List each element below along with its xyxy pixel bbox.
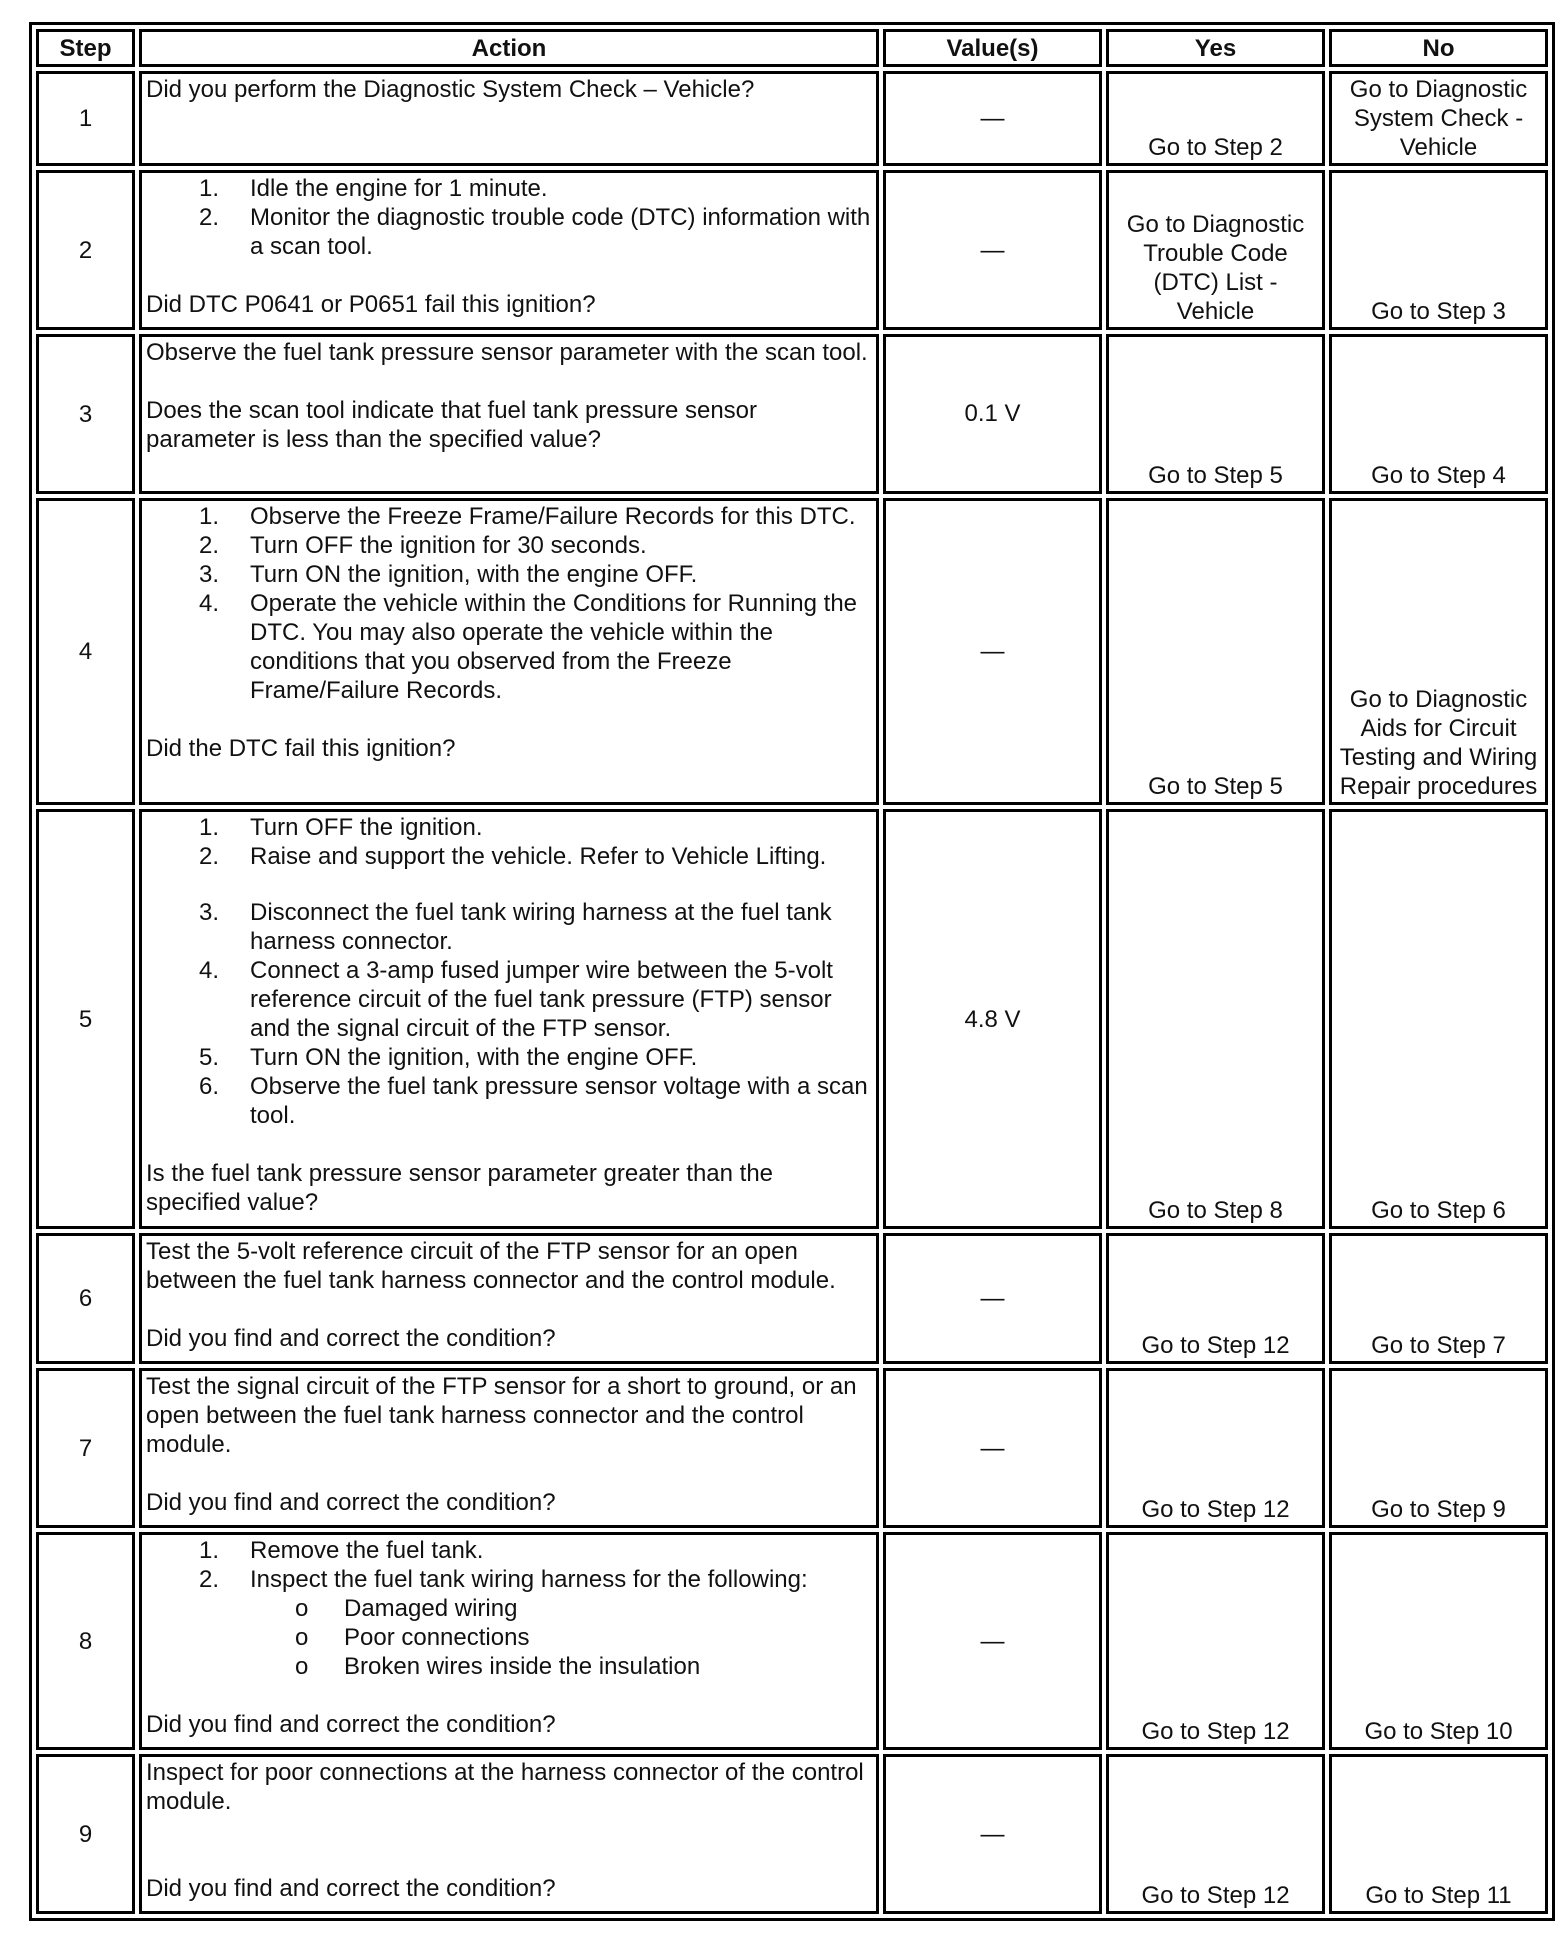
list-item: 1. Idle the engine for 1 minute. xyxy=(199,175,548,202)
step-number: 9 xyxy=(36,1754,135,1914)
yes-cell: Go to Step 12 xyxy=(1106,1532,1325,1750)
list-item: 4. Connect a 3-amp fused jumper wire between the 5-volt reference circuit of the fuel tank pressure (FTP) sensor and the signal circuit of the FTP sensor. xyxy=(199,957,833,1042)
value-cell: — xyxy=(883,170,1102,330)
yes-cell: Go to Step 5 xyxy=(1106,334,1325,494)
action-intro: Test the 5-volt reference circuit of the FTP sensor for an open between the fuel tank harness connector and the control module. xyxy=(146,1238,836,1294)
no-cell: Go to Step 4 xyxy=(1329,334,1548,494)
inspection-bullet-list xyxy=(146,1594,872,1681)
table-row xyxy=(36,71,1548,166)
procedure-list xyxy=(146,502,872,705)
action-cell xyxy=(139,809,879,1229)
no-cell: Go to Diagnostic Aids for Circuit Testing and Wiring Repair procedures xyxy=(1329,498,1548,805)
action-cell xyxy=(139,71,879,166)
bullet-icon: o xyxy=(295,1595,309,1622)
step-number: 7 xyxy=(36,1368,135,1528)
action-question: Did the DTC fail this ignition? xyxy=(146,735,456,762)
yes-cell: Go to Step 5 xyxy=(1106,498,1325,805)
value-cell: 4.8 V xyxy=(883,809,1102,1229)
step-number: 5 xyxy=(36,809,135,1229)
list-item: 3. Disconnect the fuel tank wiring harness at the fuel tank harness connector. xyxy=(199,899,832,955)
action-cell xyxy=(139,1233,879,1364)
header-no: No xyxy=(1329,29,1548,67)
list-item: 1. Observe the Freeze Frame/Failure Records for this DTC. xyxy=(199,503,856,530)
table-row xyxy=(36,1368,1548,1528)
yes-cell: Go to Diagnostic Trouble Code (DTC) List - Vehicle xyxy=(1106,170,1325,330)
header-yes: Yes xyxy=(1106,29,1325,67)
table-row xyxy=(36,170,1548,330)
value-cell: — xyxy=(883,1233,1102,1364)
value-cell: — xyxy=(883,1368,1102,1528)
bullet-icon: o xyxy=(295,1653,309,1680)
no-cell: Go to Step 3 xyxy=(1329,170,1548,330)
yes-cell: Go to Step 2 xyxy=(1106,71,1325,166)
list-item: 2. Inspect the fuel tank wiring harness for the following: xyxy=(199,1566,808,1593)
yes-cell: Go to Step 8 xyxy=(1106,809,1325,1229)
no-cell: Go to Step 11 xyxy=(1329,1754,1548,1914)
action-question: Does the scan tool indicate that fuel tank pressure sensor parameter is less than the specified value? xyxy=(146,397,758,453)
list-item: 5. Turn ON the ignition, with the engine OFF. xyxy=(199,1044,698,1071)
no-cell: Go to Step 9 xyxy=(1329,1368,1548,1528)
list-item: o Damaged wiring xyxy=(295,1595,518,1622)
step-number: 2 xyxy=(36,170,135,330)
value-cell: — xyxy=(883,71,1102,166)
action-cell xyxy=(139,170,879,330)
list-item: 3. Turn ON the ignition, with the engine OFF. xyxy=(199,561,698,588)
list-item: o Poor connections xyxy=(295,1624,530,1651)
value-cell: — xyxy=(883,1754,1102,1914)
procedure-list xyxy=(146,174,872,261)
value-cell: — xyxy=(883,498,1102,805)
bullet-icon: o xyxy=(295,1624,309,1651)
list-item: 4. Operate the vehicle within the Conditions for Running the DTC. You may also operate the vehicle within the conditions that you observed from the Freeze Frame/Failure Records. xyxy=(199,590,858,704)
action-question: Did DTC P0641 or P0651 fail this ignition? xyxy=(146,291,596,318)
action-question: Did you find and correct the condition? xyxy=(146,1875,556,1902)
yes-cell: Go to Step 12 xyxy=(1106,1368,1325,1528)
action-cell xyxy=(139,1754,879,1914)
procedure-list xyxy=(146,1536,872,1594)
list-item: 1. Remove the fuel tank. xyxy=(199,1537,484,1564)
table-row xyxy=(36,1233,1548,1364)
diagnostic-document xyxy=(29,22,1555,1921)
action-cell xyxy=(139,334,879,494)
table-row xyxy=(36,1532,1548,1750)
step-number: 6 xyxy=(36,1233,135,1364)
list-item: o Broken wires inside the insulation xyxy=(295,1653,701,1680)
list-item: 6. Observe the fuel tank pressure sensor voltage with a scan tool. xyxy=(199,1073,868,1129)
table-row xyxy=(36,334,1548,494)
action-intro: Test the signal circuit of the FTP sensor for a short to ground, or an open between the fuel tank harness connector and the control module. xyxy=(146,1373,857,1458)
no-cell: Go to Diagnostic System Check - Vehicle xyxy=(1329,71,1548,166)
action-question: Did you find and correct the condition? xyxy=(146,1489,556,1516)
action-cell xyxy=(139,1532,879,1750)
table-row xyxy=(36,1754,1548,1914)
list-item: 2. Raise and support the vehicle. Refer to Vehicle Lifting. xyxy=(199,843,827,870)
action-question: Did you find and correct the condition? xyxy=(146,1325,556,1352)
table-row xyxy=(36,809,1548,1229)
action-intro: Inspect for poor connections at the harness connector of the control module. xyxy=(146,1759,864,1815)
action-cell xyxy=(139,498,879,805)
table-row xyxy=(36,498,1548,805)
step-number: 1 xyxy=(36,71,135,166)
step-number: 4 xyxy=(36,498,135,805)
action-question: Is the fuel tank pressure sensor parameter greater than the specified value? xyxy=(146,1160,774,1216)
action-intro: Observe the fuel tank pressure sensor parameter with the scan tool. xyxy=(146,339,868,366)
yes-cell: Go to Step 12 xyxy=(1106,1754,1325,1914)
header-action: Action xyxy=(139,29,879,67)
list-item: 2. Turn OFF the ignition for 30 seconds. xyxy=(199,532,647,559)
header-step: Step xyxy=(36,29,135,67)
value-cell: — xyxy=(883,1532,1102,1750)
header-row xyxy=(36,29,1548,67)
action-question: Did you perform the Diagnostic System Check – Vehicle? xyxy=(146,76,755,103)
list-item: 1. Turn OFF the ignition. xyxy=(199,814,483,841)
no-cell: Go to Step 6 xyxy=(1329,809,1548,1229)
action-question: Did you find and correct the condition? xyxy=(146,1711,556,1738)
yes-cell: Go to Step 12 xyxy=(1106,1233,1325,1364)
step-number: 8 xyxy=(36,1532,135,1750)
value-cell: 0.1 V xyxy=(883,334,1102,494)
list-item: 2. Monitor the diagnostic trouble code (DTC) information with a scan tool. xyxy=(199,204,871,260)
action-cell xyxy=(139,1368,879,1528)
no-cell: Go to Step 7 xyxy=(1329,1233,1548,1364)
step-number: 3 xyxy=(36,334,135,494)
header-values: Value(s) xyxy=(883,29,1102,67)
procedure-list xyxy=(146,813,872,1130)
diagnostic-table xyxy=(29,22,1555,1921)
no-cell: Go to Step 10 xyxy=(1329,1532,1548,1750)
